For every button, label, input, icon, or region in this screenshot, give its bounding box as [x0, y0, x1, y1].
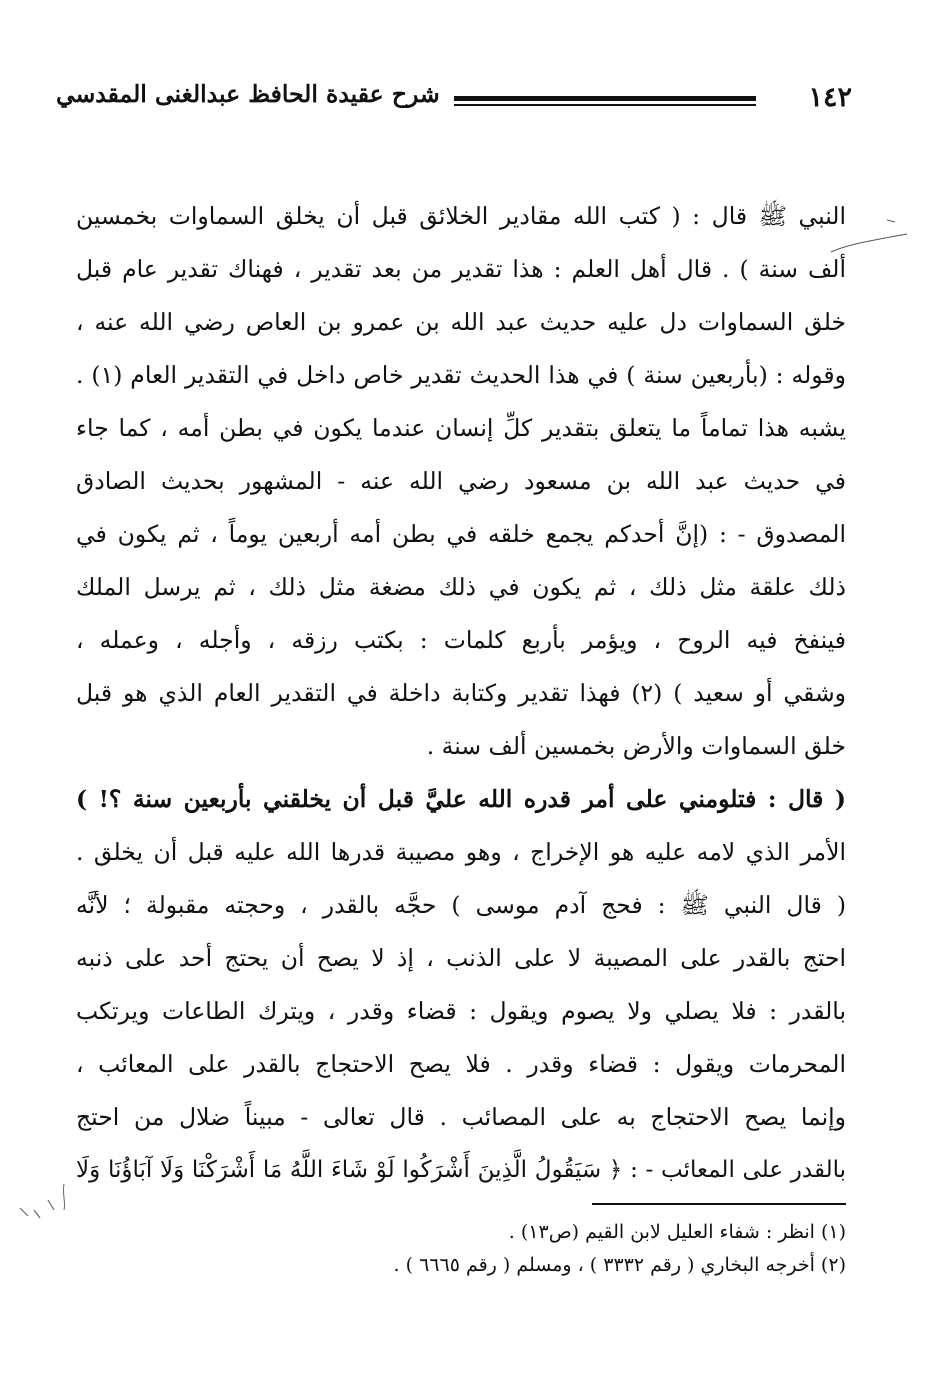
verse-line: بالقدر على المعائب - : ﴿ سَيَقُولُ الَّذِينَ أَشْرَكُوا لَوْ شَاءَ اللَّهُ مَا أَشْرَكْنَا وَلَا آبَاؤُنَا وَلَا — [76, 1157, 846, 1183]
footnote-2: (٢) أخرجه البخاري ( رقم ٣٣٣٢ ) ، ومسلم ( رقم ٦٦٦٥ ) . — [393, 1254, 846, 1276]
body-line: ذلك علقة مثل ذلك ، ثم يكون في ذلك مضغة مثل ذلك ، ثم يرسل الملك — [76, 573, 846, 601]
body-line: وقوله : (بأربعين سنة ) في هذا الحديث تقدير خاص داخل في التقدير العام (١) . — [76, 361, 846, 389]
body-line: في حديث عبد الله بن مسعود رضي الله عنه - المشهور بحديث الصادق — [76, 467, 846, 495]
body-line: خلق السماوات والأرض بخمسين ألف سنة . — [426, 732, 846, 760]
body-line: فينفخ فيه الروح ، ويؤمر بأربع كلمات : بكتب رزقه ، وأجله ، وعمله ، — [76, 626, 846, 654]
body-line: ألف سنة ) . قال أهل العلم : هذا تقدير من بعد تقدير ، فهناك تقدير عام قبل — [76, 255, 846, 283]
body-line: وشقي أو سعيد ) (٢) فهذا تقدير وكتابة داخلة في التقدير العام الذي هو قبل — [76, 679, 846, 707]
header-rule-thick — [454, 96, 756, 101]
body-line: وإنما يصح الاحتجاج به على المصائب . قال تعالى - مبيناً ضلال من احتج — [76, 1103, 846, 1131]
body-line: يشبه هذا تماماً ما يتعلق بتقدير كلِّ إنسان عندما يكون في بطن أمه ، كما جاء — [76, 414, 846, 442]
body-line: المحرمات ويقول : قضاء وقدر . فلا يصح الاحتجاج بالقدر على المعائب ، — [76, 1050, 846, 1078]
quoted-line: ( قال : فتلومني على أمر قدره الله عليَّ قبل أن يخلقني بأربعين سنة ؟! ) — [76, 785, 846, 813]
page-number: ١٤٢ — [808, 82, 852, 113]
page-header — [56, 78, 852, 128]
body-line: النبي ﷺ قال : ( كتب الله مقادير الخلائق قبل أن يخلق السماوات بخمسين — [76, 202, 846, 230]
header-rule-thin — [454, 104, 756, 106]
corner-ink-mark — [14, 1180, 74, 1230]
running-title: شرح عقيدة الحافظ عبدالغنى المقدسي — [56, 80, 440, 108]
quoted-line: ( قال النبي ﷺ : فحج آدم موسى ) حجَّه بالقدر ، وحجته مقبولة ؛ لأنَّه — [76, 891, 846, 919]
footnote-1: (١) انظر : شفاء العليل لابن القيم (ص١٣) . — [508, 1221, 846, 1243]
body-line: احتج بالقدر على المصيبة لا على الذنب ، إذ لا يصح أن يحتج أحد على ذنبه — [76, 944, 846, 972]
body-line: الأمر الذي لامه عليه هو الإخراج ، وهو مصيبة قدرها الله عليه قبل أن يخلق . — [76, 838, 846, 866]
body-line: بالقدر : فلا يصلي ولا يصوم ويقول : قضاء وقدر ، ويترك الطاعات ويرتكب — [76, 997, 846, 1025]
footnote-separator — [592, 1203, 846, 1205]
body-text — [76, 190, 846, 1197]
footnotes — [76, 1216, 846, 1282]
body-line: المصدوق - : (إنَّ أحدكم يجمع خلقه في بطن أمه أربعين يوماً ، ثم يكون في — [76, 520, 846, 548]
body-line: خلق السماوات دل عليه حديث عبد الله بن عمرو بن العاص رضي الله عنه ، — [76, 308, 846, 336]
